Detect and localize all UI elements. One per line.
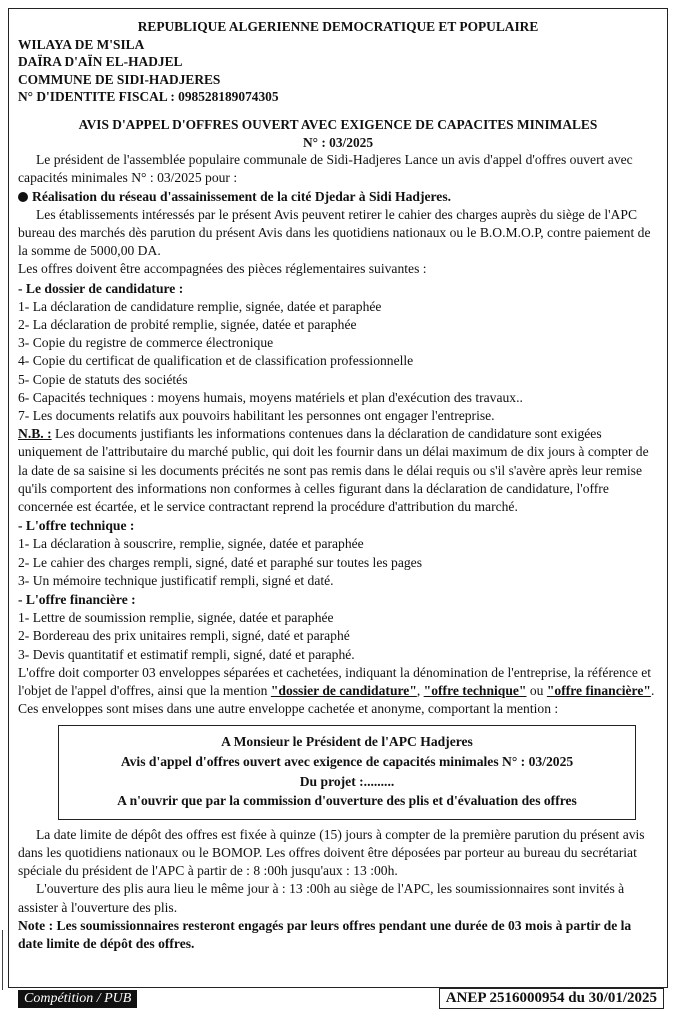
list-item: 3- Un mémoire technique justificatif rempli, signé et daté. [18, 572, 334, 588]
mention-financiere: "offre financière" [546, 683, 651, 699]
envelope-label-box [58, 725, 636, 819]
technique-list [18, 535, 658, 590]
republic-header: REPUBLIQUE ALGERIENNE DEMOCRATIQUE ET POPULAIRE [137, 19, 539, 34]
list-item: 2- Bordereau des prix unitaires rempli, signé, daté et paraphé [18, 628, 350, 644]
list-item: 3- Devis quantitatif et estimatif rempli, signé, daté et paraphé. [18, 646, 355, 662]
tender-notice [18, 18, 658, 953]
intro-paragraph: Le président de l'assemblée populaire communale de Sidi-Hadjeres Lance un avis d'appel d'offres ouvert avec capacités minimales N° : 03/2025 pour : [18, 152, 633, 186]
nb-text: Les documents justifiants les informations contenues dans la déclaration de candidature sont exigées uniquement de l'attributaire du marché public, qui doit les fournir dans un délai maximum de dix jours à compter de la date de sa saisine si les documents précités ne sont pas remis dans le délai requis ou s'il s'avère après leur remise qu'ils comportent des informations non conformes à celles figurant dans la déclaration de candidature, l'offre concernée est écartée, et le service contractant reprend la procédure d'attribution du marché. [18, 426, 649, 515]
separator: , [416, 683, 424, 699]
bullet-icon [18, 192, 28, 202]
wilaya-line: WILAYA DE M'SILA [18, 36, 145, 52]
box-project: Du projet :......... [299, 773, 395, 789]
mention-technique: "offre technique" [423, 683, 527, 699]
project-line [18, 188, 658, 206]
mention-candidature: "dossier de candidature" [270, 683, 417, 699]
list-item: 1- Lettre de soumission remplie, signée, datée et paraphée [18, 610, 334, 626]
nb-paragraph [18, 425, 658, 516]
box-recipient: A Monsieur le Président de l'APC Hadjeres [221, 734, 473, 750]
financiere-list [18, 609, 658, 664]
daira-line: DAÏRA D'AÏN EL-HADJEL [18, 54, 183, 70]
technique-heading: - L'offre technique : [18, 518, 135, 534]
publication-tag: Compétition / PUB [18, 990, 137, 1008]
commune-line: COMMUNE DE SIDI-HADJERES [18, 71, 221, 87]
box-notice: Avis d'appel d'offres ouvert avec exigence de capacités minimales N° : 03/2025 [120, 754, 574, 770]
opening-paragraph: L'ouverture des plis aura lieu le même jour à : 13 :00h au siège de l'APC, les soumissionnaires sont invités à assister à l'ouverture des plis. [18, 881, 625, 915]
list-item: 2- Le cahier des charges rempli, signé, daté et paraphé sur toutes les pages [18, 554, 423, 570]
envelopes-paragraph [18, 664, 658, 719]
deadline-paragraph: La date limite de dépôt des offres est fixée à quinze (15) jours à compter de la première parution du présent avis dans les quotidiens nationaux ou le BOMOP. Les offres doivent être déposées par porteur au bureau du secrétariat spéciale du président de l'APC à partir de : 8 :00h jusqu'aux : 13 :00h. [18, 826, 645, 879]
fiscal-id-line: N° D'IDENTITE FISCAL : 098528189074305 [18, 89, 279, 105]
list-item: 6- Capacités techniques : moyens humais, moyens matériels et plan d'exécution des travaux.. [18, 389, 523, 405]
nb-label: N.B. : [18, 426, 52, 442]
notice-number: N° : 03/2025 [302, 134, 374, 150]
margin-mark [2, 930, 5, 990]
candidature-heading: - Le dossier de candidature : [18, 280, 184, 296]
financiere-heading: - L'offre financière : [18, 592, 136, 608]
list-item: 3- Copie du registre de commerce électronique [18, 335, 274, 351]
notice-title: AVIS D'APPEL D'OFFRES OUVERT AVEC EXIGENCE DE CAPACITES MINIMALES [78, 116, 598, 132]
list-item: 7- Les documents relatifs aux pouvoirs habilitant les personnes ont engager l'entreprise. [18, 408, 495, 423]
pieces-paragraph: Les offres doivent être accompagnées des pièces réglementaires suivantes : [18, 261, 427, 277]
anep-reference: ANEP 2516000954 du 30/01/2025 [439, 988, 664, 1009]
envelopes-text: L'offre doit comporter 03 enveloppes séparées et cachetées, indiquant la dénomination de l'entreprise, la référence et l'objet de l'appel d'offres, ainsi que la mention [18, 664, 652, 699]
project-title: Réalisation du réseau d'assainissement de la cité Djedar à Sidi Hadjeres. [32, 188, 452, 204]
list-item: 5- Copie de statuts des sociétés [18, 371, 188, 387]
list-item: 1- La déclaration à souscrire, remplie, signée, datée et paraphée [18, 536, 364, 552]
list-item: 1- La déclaration de candidature remplie, signée, datée et paraphée [18, 298, 382, 314]
candidature-list [18, 298, 658, 425]
list-item: 4- Copie du certificat de qualification et de classification professionnelle [18, 353, 414, 369]
envelopes-text-end: . Ces enveloppes sont mises dans une autre enveloppe cachetée et anonyme, comportant la mention : [18, 683, 655, 717]
box-instruction: A n'ouvrir que par la commission d'ouverture des plis et d'évaluation des offres [117, 793, 577, 809]
list-item: 2- La déclaration de probité remplie, signée, datée et paraphée [18, 316, 357, 332]
note-paragraph: Note : Les soumissionnaires resteront engagés par leurs offres pendant une durée de 03 mois à partir de la date limite de dépôt des offres. [18, 917, 632, 952]
retrieval-paragraph: Les établissements intéressés par le présent Avis peuvent retirer le cahier des charges auprès du siège de l'APC bureau des marchés dès parution du présent Avis dans les quotidiens nationaux ou le B.O.M.O.P, contre paiement de la somme de 5000,00 DA. [18, 206, 651, 259]
separator: ou [526, 683, 547, 699]
